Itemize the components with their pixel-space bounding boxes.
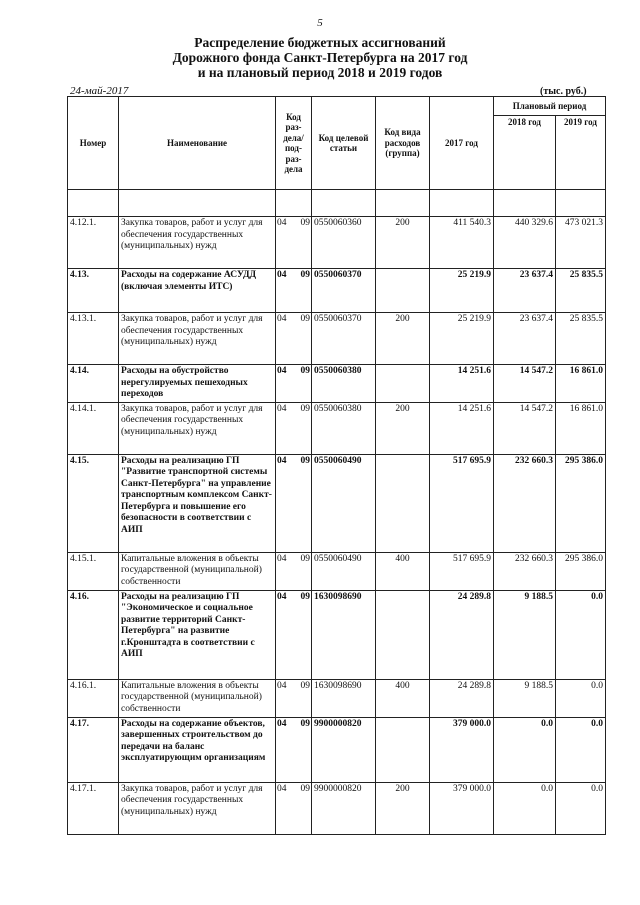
row-2018: 14 547.2 <box>494 365 556 403</box>
row-2017: 24 289.8 <box>430 679 494 717</box>
table-row <box>68 782 606 834</box>
section-code: 04 <box>277 591 287 602</box>
row-2019: 16 861.0 <box>556 365 606 403</box>
row-target-code: 9900000820 <box>312 717 376 782</box>
row-expense-type: 200 <box>376 313 430 365</box>
budget-table <box>67 96 606 835</box>
subsection-code: 09 <box>300 366 310 376</box>
row-expense-type: 400 <box>376 552 430 590</box>
subsection-code: 09 <box>300 314 310 324</box>
subsection-code: 09 <box>300 455 310 466</box>
table-row <box>68 454 606 552</box>
row-expense-type <box>376 590 430 679</box>
row-2019: 25 835.5 <box>556 269 606 313</box>
row-number: 4.13. <box>68 269 119 313</box>
row-target-code: 0550060380 <box>312 365 376 403</box>
row-2019: 0.0 <box>556 782 606 834</box>
section-code: 04 <box>277 403 287 414</box>
row-2018: 9 188.5 <box>494 679 556 717</box>
table-row <box>68 269 606 313</box>
subsection-code: 09 <box>300 218 310 228</box>
row-2019: 295 386.0 <box>556 454 606 552</box>
title-line-3: и на плановый период 2018 и 2019 годов <box>197 65 443 80</box>
table-row <box>68 717 606 782</box>
section-code: 04 <box>277 314 287 324</box>
subsection-code: 09 <box>300 783 310 794</box>
row-2018: 232 660.3 <box>494 552 556 590</box>
subsection-code: 09 <box>300 403 310 414</box>
units-label: (тыс. руб.) <box>540 86 587 97</box>
row-2019: 0.0 <box>556 590 606 679</box>
row-target-code: 0550060370 <box>312 269 376 313</box>
section-code: 04 <box>277 270 287 280</box>
header-name: Наименование <box>119 97 276 190</box>
row-number: 4.15. <box>68 454 119 552</box>
subsection-code: 09 <box>300 680 310 691</box>
page-number: 5 <box>317 17 323 29</box>
title-line-1: Распределение бюджетных ассигнований <box>194 35 446 50</box>
row-expense-type <box>376 269 430 313</box>
row-expense-type <box>376 454 430 552</box>
row-2018: 23 637.4 <box>494 313 556 365</box>
row-target-code: 0550060380 <box>312 402 376 454</box>
header-planned-period: Плановый период <box>494 97 606 116</box>
row-number: 4.17. <box>68 717 119 782</box>
header-target-code: Код целевой статьи <box>312 97 376 190</box>
row-2017: 411 540.3 <box>430 217 494 269</box>
row-2019: 295 386.0 <box>556 552 606 590</box>
document-title <box>0 35 640 80</box>
row-name: Расходы на реализацию ГП "Экономическое и социальное развитие территорий Санкт-Петербурга" на развитие г.Кронштадта в соответствии с АИП <box>119 590 276 679</box>
row-name: Закупка товаров, работ и услуг для обеспечения государственных (муниципальных) нужд <box>119 782 276 834</box>
section-code: 04 <box>277 218 287 228</box>
section-code: 04 <box>277 455 287 466</box>
row-name: Расходы на обустройство нерегулируемых пешеходных переходов <box>119 365 276 403</box>
subsection-code: 09 <box>300 553 310 564</box>
row-2019: 25 835.5 <box>556 313 606 365</box>
row-2018: 440 329.6 <box>494 217 556 269</box>
table-row <box>68 679 606 717</box>
header-2017: 2017 год <box>430 97 494 190</box>
row-target-code: 1630098690 <box>312 679 376 717</box>
row-section-code <box>276 679 312 717</box>
row-2017: 379 000.0 <box>430 717 494 782</box>
row-2018: 14 547.2 <box>494 402 556 454</box>
row-section-code <box>276 552 312 590</box>
row-expense-type <box>376 717 430 782</box>
header-spacer-row <box>68 190 606 217</box>
row-2018: 0.0 <box>494 782 556 834</box>
table-row <box>68 552 606 590</box>
subsection-code: 09 <box>300 718 310 729</box>
row-2018: 23 637.4 <box>494 269 556 313</box>
document-date: 24-май-2017 <box>70 85 129 97</box>
subsection-code: 09 <box>300 591 310 602</box>
row-2017: 517 695.9 <box>430 552 494 590</box>
row-section-code <box>276 365 312 403</box>
section-code: 04 <box>277 718 287 729</box>
row-section-code <box>276 454 312 552</box>
section-code: 04 <box>277 553 287 564</box>
section-code: 04 <box>277 366 287 376</box>
row-number: 4.16. <box>68 590 119 679</box>
row-2019: 473 021.3 <box>556 217 606 269</box>
row-expense-type: 400 <box>376 679 430 717</box>
row-2017: 517 695.9 <box>430 454 494 552</box>
header-2018: 2018 год <box>494 116 556 190</box>
row-number: 4.14.1. <box>68 402 119 454</box>
row-name: Закупка товаров, работ и услуг для обеспечения государственных (муниципальных) нужд <box>119 217 276 269</box>
row-target-code: 0550060360 <box>312 217 376 269</box>
row-name: Расходы на реализацию ГП "Развитие транспортной системы Санкт-Петербурга" на управление транспортным комплексом Санкт-Петербурга и повышение его безопасности в соответствии с АИП <box>119 454 276 552</box>
row-section-code <box>276 590 312 679</box>
row-section-code <box>276 717 312 782</box>
header-expense-type: Код вида расходов (группа) <box>376 97 430 190</box>
table-row <box>68 402 606 454</box>
row-2018: 232 660.3 <box>494 454 556 552</box>
row-expense-type: 200 <box>376 402 430 454</box>
row-name: Капитальные вложения в объекты государственной (муниципальной) собственности <box>119 679 276 717</box>
header-number: Номер <box>68 97 119 190</box>
row-expense-type: 200 <box>376 217 430 269</box>
row-expense-type: 200 <box>376 782 430 834</box>
header-section-code: Код раз-дела/ под-раз-дела <box>276 97 312 190</box>
row-section-code <box>276 782 312 834</box>
row-2017: 25 219.9 <box>430 313 494 365</box>
row-target-code: 0550060370 <box>312 313 376 365</box>
row-name: Закупка товаров, работ и услуг для обеспечения государственных (муниципальных) нужд <box>119 313 276 365</box>
row-2017: 379 000.0 <box>430 782 494 834</box>
row-expense-type <box>376 365 430 403</box>
table-row <box>68 217 606 269</box>
row-number: 4.17.1. <box>68 782 119 834</box>
row-number: 4.15.1. <box>68 552 119 590</box>
row-number: 4.13.1. <box>68 313 119 365</box>
row-name: Закупка товаров, работ и услуг для обеспечения государственных (муниципальных) нужд <box>119 402 276 454</box>
row-2019: 16 861.0 <box>556 402 606 454</box>
row-2017: 24 289.8 <box>430 590 494 679</box>
row-section-code <box>276 269 312 313</box>
row-2018: 9 188.5 <box>494 590 556 679</box>
subsection-code: 09 <box>300 270 310 280</box>
row-2019: 0.0 <box>556 679 606 717</box>
row-name: Капитальные вложения в объекты государственной (муниципальной) собственности <box>119 552 276 590</box>
section-code: 04 <box>277 783 287 794</box>
row-section-code <box>276 402 312 454</box>
row-name: Расходы на содержание объектов, завершенных строительством до передачи на баланс эксплуатирующим организациям <box>119 717 276 782</box>
table-row <box>68 590 606 679</box>
row-2019: 0.0 <box>556 717 606 782</box>
table-row <box>68 313 606 365</box>
header-2019: 2019 год <box>556 116 606 190</box>
row-target-code: 0550060490 <box>312 552 376 590</box>
row-target-code: 0550060490 <box>312 454 376 552</box>
row-target-code: 9900000820 <box>312 782 376 834</box>
row-section-code <box>276 313 312 365</box>
row-2018: 0.0 <box>494 717 556 782</box>
row-name: Расходы на содержание АСУДД (включая элементы ИТС) <box>119 269 276 313</box>
row-2017: 25 219.9 <box>430 269 494 313</box>
title-line-2: Дорожного фонда Санкт-Петербурга на 2017 год <box>172 50 468 65</box>
table-row <box>68 365 606 403</box>
row-number: 4.16.1. <box>68 679 119 717</box>
row-2017: 14 251.6 <box>430 402 494 454</box>
row-section-code <box>276 217 312 269</box>
row-target-code: 1630098690 <box>312 590 376 679</box>
section-code: 04 <box>277 680 287 691</box>
row-2017: 14 251.6 <box>430 365 494 403</box>
row-number: 4.14. <box>68 365 119 403</box>
row-number: 4.12.1. <box>68 217 119 269</box>
